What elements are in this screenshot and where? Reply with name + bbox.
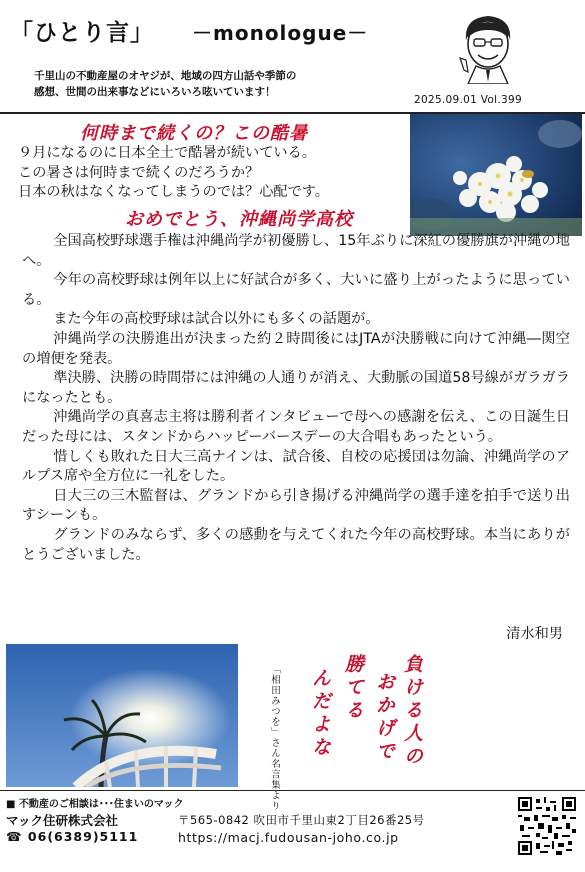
- newsletter-subtitle: －monologue－: [192, 21, 369, 45]
- company-name: マック住研株式会社: [6, 813, 119, 828]
- section-body-baseball: [22, 232, 570, 565]
- newsletter-title: 「ひとり言」: [10, 20, 154, 46]
- company-address: 〒565-0842 吹田市千里山東2丁目26番25号: [178, 813, 425, 827]
- quote-line: 負ける人の: [401, 654, 423, 769]
- paragraph: 沖縄尚学の決勝進出が決まった約２時間後にはJTAが決勝戦に向けて沖縄―関空の増便を発表。: [22, 330, 570, 367]
- paragraph: 惜しくも敗れた日大三高ナインは、試合後、自校の応援団は勿論、沖縄尚学のアルプス席や全方位に一礼をした。: [22, 448, 570, 485]
- paragraph: また今年の高校野球は試合以外にも多くの話題が。: [53, 311, 380, 328]
- intro-text: [34, 68, 404, 100]
- paragraph: 全国高校野球選手権は沖縄尚学が初優勝し、15年ぶりに深紅の優勝旗が沖縄の地へ。: [22, 233, 570, 269]
- company-website[interactable]: https://macj.fudousan-joho.co.jp: [178, 830, 399, 845]
- palm-tree-photo: [6, 644, 238, 787]
- intro-line: 感想、世間の出来事などにいろいろ呟いています！: [34, 86, 276, 98]
- paragraph: 準決勝、決勝の時間帯には沖縄の人通りが消え、大動脈の国道58号線がガラガラになったとも。: [22, 370, 570, 406]
- section-body-heat: [18, 144, 418, 203]
- quote-line: んだよな: [309, 668, 331, 760]
- quote-line: 勝てる: [342, 654, 364, 723]
- text-line: この暑さは何時まで続くのだろうか？: [18, 164, 260, 181]
- company-phone: ☎ 06(6389)5111: [6, 829, 139, 844]
- quote-source: 「相田みつを」さん名言集より: [269, 664, 280, 811]
- paragraph: 沖縄尚学の真喜志主将は勝利者インタビューで母への感謝を伝え、この日誕生日だった母には、スタンドからハッピーバースデーの大合唱もあったという。: [22, 409, 570, 445]
- consult-tagline: ■ 不動産のご相談は･･･住まいのマック: [6, 799, 184, 810]
- text-line: ９月になるのに日本全土で酷暑が続いている。: [18, 145, 316, 161]
- quote-line: おかげで: [373, 672, 395, 764]
- qr-code-icon[interactable]: [518, 797, 576, 855]
- paragraph: 日大三の三木監督は、グランドから引き揚げる沖縄尚学の選手達を拍手で送り出すシーンも。: [22, 487, 570, 524]
- intro-line: 千里山の不動産屋のオヤジが、地域の四方山話や季節の: [34, 70, 297, 82]
- section-heading-baseball: おめでとう、沖縄尚学高校: [125, 209, 353, 230]
- paragraph: 今年の高校野球は例年以上に好試合が多く、大いに盛り上がったように思っている。: [22, 272, 570, 308]
- paragraph: グランドのみならず、多くの感動を与えてくれた今年の高校野球。本当にありがとうございました。: [22, 526, 570, 563]
- issue-date-volume: 2025.09.01 Vol.399: [414, 94, 522, 106]
- author-caricature-icon: [456, 10, 520, 84]
- section-heading-heat: 何時まで続くの？この酷暑: [80, 123, 308, 144]
- text-line: 日本の秋はなくなってしまうのでは？心配です。: [18, 184, 329, 200]
- footer-divider: [0, 790, 585, 791]
- flower-photo: [410, 114, 582, 236]
- author-name: 清水和男: [506, 626, 563, 642]
